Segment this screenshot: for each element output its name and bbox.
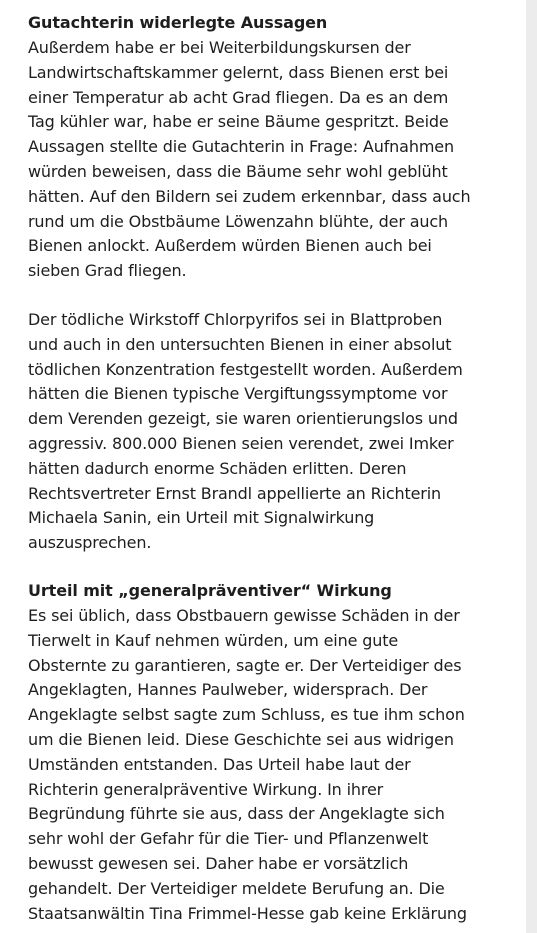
paragraph [28,36,523,284]
text-line: gehandelt. Der Verteidiger meldete Berufung an. Die [28,878,445,898]
text-line: würden beweisen, dass die Bäume sehr wohl geblüht [28,161,448,181]
text-line: und auch in den untersuchten Bienen in einer absolut [28,334,452,354]
text-line: Aussagen stellte die Gutachterin in Frage: Aufnahmen [28,137,454,157]
section-heading: Gutachterin widerlegte Aussagen [28,13,328,32]
text-line: hätten. Auf den Bildern sei zudem erkennbar, dass auch [28,186,471,206]
text-line: auszusprechen. [28,533,152,553]
scrollbar-track[interactable] [526,0,537,933]
text-line: Richterin generalpräventive Wirkung. In ihrer [28,779,384,799]
text-line: sehr wohl der Gefahr für die Tier- und Pflanzenwelt [28,829,429,849]
text-line: hätten die Bienen typische Vergiftungssymptome vor [28,384,448,404]
text-line: sieben Grad fliegen. [28,261,187,281]
paragraph [28,604,523,926]
text-line: Landwirtschaftskammer gelernt, dass Bienen erst bei [28,62,449,82]
text-line: Angeklagte selbst sagte zum Schluss, es tue ihm schon [28,705,465,725]
text-line: rund um die Obstbäume Löwenzahn blühte, der auch [28,211,449,231]
text-line: Obsternte zu garantieren, sagte er. Der Verteidiger des [28,655,462,675]
text-line: Umständen entstanden. Das Urteil habe laut der [28,754,411,774]
text-line: Bienen anlockt. Außerdem würden Bienen auch bei [28,236,432,256]
text-line: Angeklagten, Hannes Paulweber, widersprach. Der [28,680,428,700]
text-line: Der tödliche Wirkstoff Chlorpyrifos sei in Blattproben [28,309,443,329]
text-line: tödlichen Konzentration festgestellt worden. Außerdem [28,359,463,379]
text-line: dem Verenden gezeigt, sie waren orientierungslos und [28,409,458,429]
text-line: Staatsanwältin Tina Frimmel-Hesse gab keine Erklärung [28,903,467,923]
text-line: Außerdem habe er bei Weiterbildungskursen der [28,38,411,57]
text-line: einer Temperatur ab acht Grad fliegen. Da es an dem [28,87,449,107]
text-line: bewusst gewesen sei. Daher habe er vorsätzlich [28,853,409,873]
text-line: Tierwelt in Kauf nehmen würden, um eine gute [28,630,399,650]
text-line: Rechtsvertreter Ernst Brandl appellierte an Richterin [28,483,442,503]
text-line: hätten dadurch enorme Schäden erlitten. Deren [28,458,407,478]
text-line: Michaela Sanin, ein Urteil mit Signalwirkung [28,508,375,528]
section-heading: Urteil mit „generalpräventiver“ Wirkung [28,580,392,600]
text-line: um die Bienen leid. Diese Geschichte sei aus widrigen [28,729,454,749]
text-line: Begründung führte sie aus, dass der Angeklagte sich [28,804,445,824]
text-line: Es sei üblich, dass Obstbauern gewisse Schäden in der [28,605,460,625]
paragraph [28,308,523,556]
text-line: Tag kühler war, habe er seine Bäume gespritzt. Beide [28,112,449,132]
article-body [28,10,523,926]
text-line: aggressiv. 800.000 Bienen seien verendet, zwei Imker [28,433,454,453]
